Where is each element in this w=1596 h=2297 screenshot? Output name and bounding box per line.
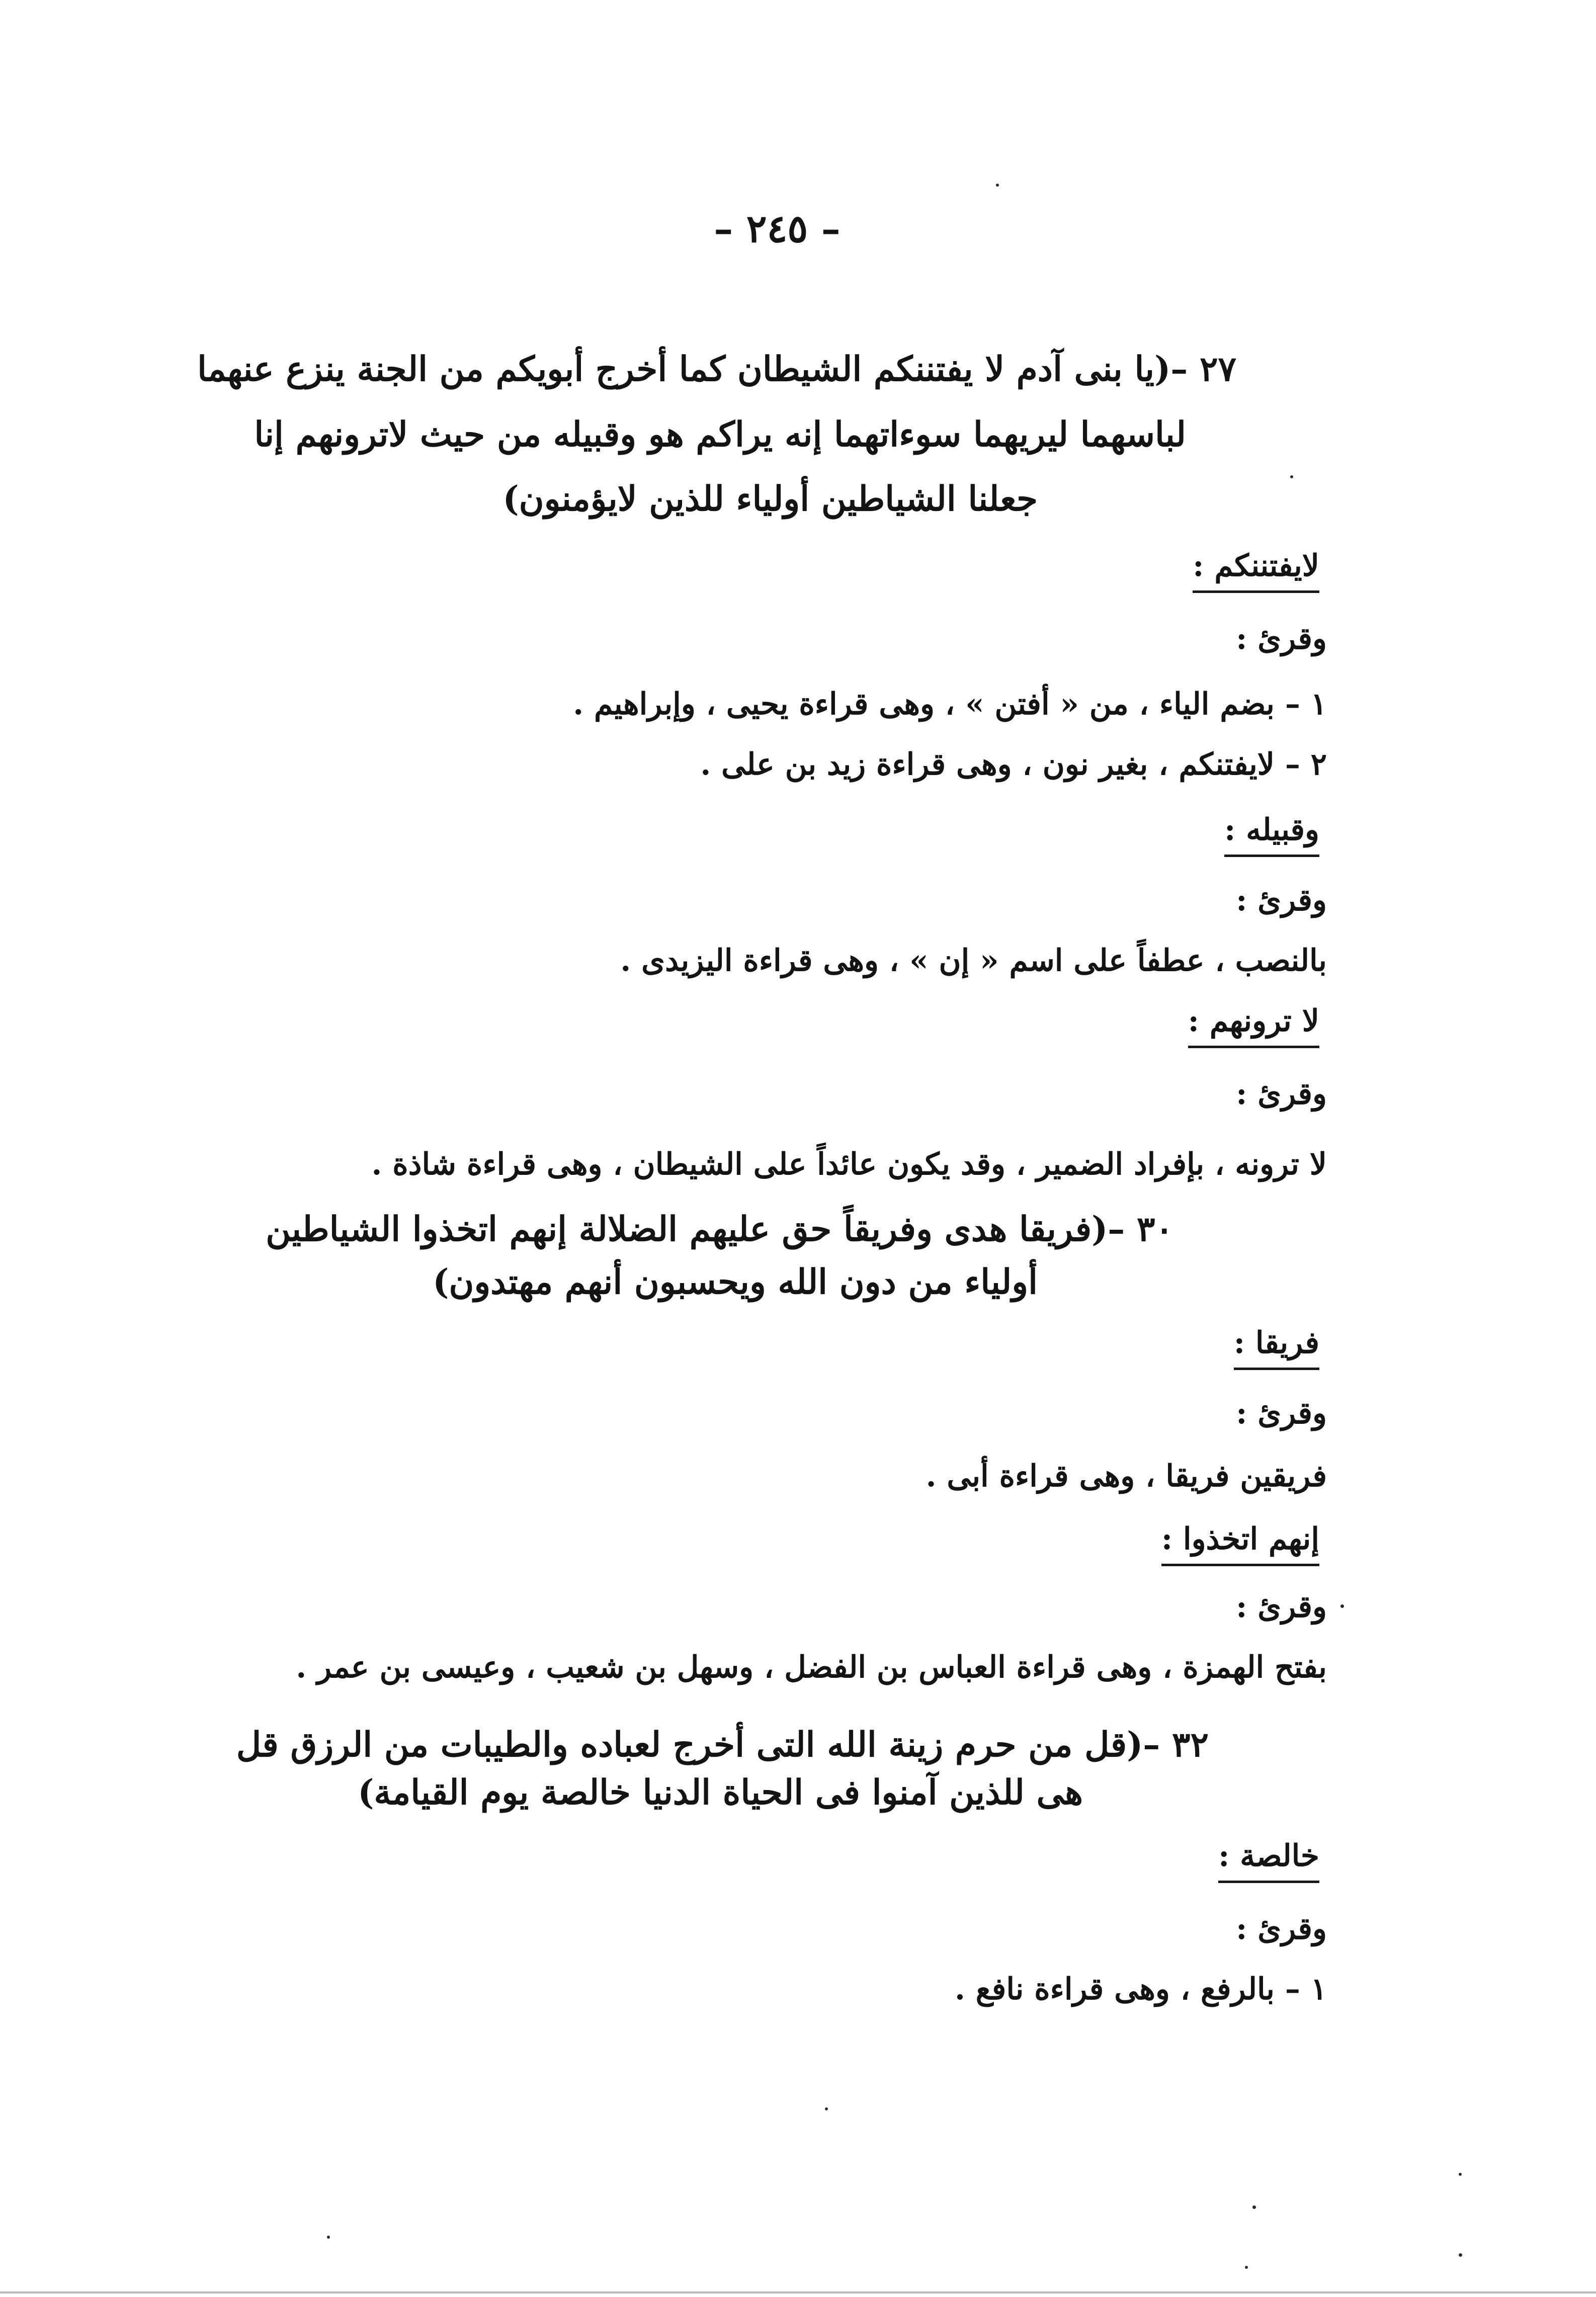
word-heading-fariqan: فريقا :	[1234, 1325, 1319, 1370]
scan-speck	[1459, 2253, 1462, 2257]
scan-speck	[1290, 475, 1293, 478]
word-heading-khalisatan: خالصة :	[1218, 1838, 1319, 1883]
verse-27-line-3: جعلنا الشياطين أولياء للذين لايؤمنون)	[502, 479, 1038, 519]
scan-speck	[327, 2236, 330, 2239]
word-heading-waqabiluhu: وقبيله :	[1224, 812, 1319, 857]
scan-speck	[1252, 2205, 1256, 2209]
reading-1-2: ٢ – لايفتنكم ، بغير نون ، وهى قراءة زيد بن على .	[700, 747, 1327, 782]
scan-speck	[1340, 1604, 1344, 1608]
word-heading-wrap-1	[1193, 548, 1319, 583]
word-heading-layaftinannakum: لايفتننكم :	[1193, 548, 1319, 593]
reading-3-1: لا ترونه ، بإفراد الضمير ، وقد يكون عائداً على الشيطان ، وهى قراءة شاذة .	[371, 1147, 1327, 1182]
scan-speck	[996, 184, 999, 187]
word-heading-innahum-ittakhadhu: إنهم اتخذوا :	[1161, 1521, 1319, 1566]
verse-30-line-2: أولياء من دون الله ويحسبون أنهم مهتدون)	[433, 1262, 1038, 1302]
reading-5-1: بفتح الهمزة ، وهى قراءة العباس بن الفضل ، وسهل بن شعيب ، وعيسى بن عمر .	[296, 1650, 1327, 1685]
word-heading-wrap-2	[1224, 812, 1319, 847]
qurie-label-5: وقرئ :	[1236, 1589, 1327, 1625]
scan-speck	[1459, 2173, 1462, 2176]
reading-4-1: فريقين فريقا ، وهى قراءة أبى .	[926, 1459, 1327, 1494]
verse-32-line-1: ٣٢ –(قل من حرم زينة الله التى أخرج لعباده والطيبات من الرزق قل	[236, 1725, 1209, 1765]
verse-27-line-2: لباسهما ليريهما سوءاتهما إنه يراكم هو وقبيله من حيث لاترونهم إنا	[254, 414, 1186, 455]
qurie-label-2: وقرئ :	[1236, 883, 1327, 918]
qurie-label-3: وقرئ :	[1236, 1076, 1327, 1112]
scan-bottom-edge	[0, 2291, 1596, 2293]
qurie-label-6: وقرئ :	[1236, 1911, 1327, 1946]
qurie-label-1: وقرئ :	[1236, 621, 1327, 656]
verse-27-line-1: ٢٧ –(يا بنى آدم لا يفتننكم الشيطان كما أخرج أبويكم من الجنة ينزع عنهما	[197, 349, 1236, 389]
reading-2-1: بالنصب ، عطفاً على اسم « إن » ، وهى قراءة اليزيدى .	[620, 943, 1327, 978]
word-heading-wrap-5	[1161, 1521, 1319, 1557]
word-heading-wrap-3	[1188, 1003, 1319, 1039]
verse-32-line-2: هى للذين آمنوا فى الحياة الدنيا خالصة يوم القيامة)	[358, 1772, 1083, 1813]
word-heading-wrap-4	[1233, 1325, 1319, 1360]
reading-6-1: ١ – بالرفع ، وهى قراءة نافع .	[954, 1972, 1327, 2007]
page-number: – ٢٤٥ –	[714, 206, 841, 251]
verse-30-line-1: ٣٠ –(فريقا هدى وفريقاً حق عليهم الضلالة إنهم اتخذوا الشياطين	[266, 1209, 1173, 1249]
word-heading-wrap-6	[1218, 1838, 1319, 1874]
qurie-label-4: وقرئ :	[1236, 1396, 1327, 1431]
scan-speck	[825, 2107, 828, 2110]
word-heading-latarawnahum: لا ترونهم :	[1188, 1003, 1319, 1048]
reading-1-1: ١ – بضم الياء ، من « أفتن » ، وهى قراءة يحيى ، وإبراهيم .	[573, 687, 1327, 722]
scan-speck	[1245, 2266, 1248, 2269]
